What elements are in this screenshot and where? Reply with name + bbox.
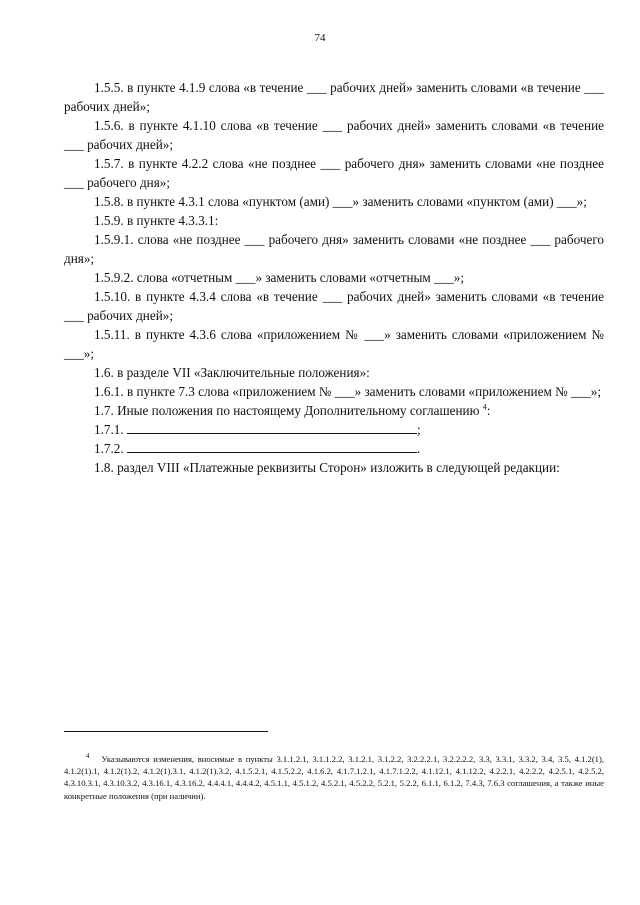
- amendment-paragraph: 1.5.9. в пункте 4.3.3.1:: [94, 213, 219, 228]
- item-1-7: [64, 401, 604, 420]
- footnote-4: [64, 753, 604, 803]
- fill-line-label: 1.7.1.: [94, 422, 124, 437]
- document-body: [64, 78, 604, 477]
- item-1-7-colon: :: [486, 403, 491, 418]
- footnote-reference: 4: [482, 402, 487, 412]
- footnote-text: Указываются изменения, вносимые в пункты 3.1.1.2.1, 3.1.1.2.2, 3.1.2.1, 3.1.2.2, 3.2.2.2.1, 3.2.2.2.2, 3.3, 3.3.1, 3.3.2, 3.4, 3.5, 4.1.2(1), 4.1.2(1).1, 4.1.2(1).2, 4.1.2(1).3.1, 4.1.2(1).3.2, 4.1.5.2.1, 4.1.5.2.2, 4.1.6.2, 4.1.7.1.2.1, 4.1.7.1.2.2, 4.1.12.1, 4.1.12.2, 4.2.2.1, 4.2.2.2, 4.2.5.1, 4.2.5.2, 4.3.10.3.1, 4.3.10.3.2, 4.3.16.1, 4.3.16.2, 4.4.4.1, 4.4.4.2, 4.5.1.1, 4.5.1.2, 4.5.2.1, 4.5.2.2, 5.2.1, 5.2.2, 6.1.1, 6.1.2, 7.4.3, 7.6.3 соглашения, а также иные конкретные положения (при наличии).: [64, 753, 604, 801]
- amendment-paragraph: 1.5.7. в пункте 4.2.2 слова «не позднее ___ рабочего дня» заменить словами «не позднее ___ рабочего дня»;: [64, 156, 604, 190]
- amendment-paragraph: 1.5.6. в пункте 4.1.10 слова «в течение ___ рабочих дней» заменить словами «в течение ___ рабочих дней»;: [64, 118, 604, 152]
- fill-line-end: ;: [416, 422, 421, 437]
- amendment-paragraph: 1.5.9.1. слова «не позднее ___ рабочего дня» заменить словами «не позднее ___ рабочего дня»;: [64, 232, 604, 266]
- amendment-paragraph: 1.6. в разделе VII «Заключительные положения»:: [94, 365, 370, 380]
- amendment-paragraph: 1.5.9.2. слова «отчетным ___» заменить словами «отчетным ___»;: [94, 270, 465, 285]
- amendment-paragraph: 1.5.11. в пункте 4.3.6 слова «приложением № ___» заменить словами «приложением № ___»;: [64, 327, 604, 361]
- amendment-paragraph: 1.6.1. в пункте 7.3 слова «приложением № ___» заменить словами «приложением № ___»;: [94, 384, 602, 399]
- fill-line-label: 1.7.2.: [94, 441, 124, 456]
- fill-line-1-7-1: [64, 420, 604, 439]
- page-number: 74: [314, 32, 326, 44]
- footnote-separator: [64, 731, 268, 732]
- amendment-paragraph: 1.5.5. в пункте 4.1.9 слова «в течение ___ рабочих дней» заменить словами «в течение ___ рабочих дней»;: [64, 80, 604, 114]
- fill-line-end: .: [416, 441, 421, 456]
- amendment-paragraph: 1.5.8. в пункте 4.3.1 слова «пунктом (ами) ___» заменить словами «пунктом (ами) ___»;: [94, 194, 587, 209]
- blank-fill-line: [127, 440, 417, 453]
- fill-line-1-7-2: [64, 439, 604, 458]
- amendment-paragraph: 1.5.10. в пункте 4.3.4 слова «в течение ___ рабочих дней» заменить словами «в течение ___ рабочих дней»;: [64, 289, 604, 323]
- footnote-mark: 4: [86, 751, 90, 760]
- item-1-8: 1.8. раздел VIII «Платежные реквизиты Сторон» изложить в следующей редакции:: [94, 460, 560, 475]
- item-1-7-text: 1.7. Иные положения по настоящему Дополнительному соглашению: [94, 403, 480, 418]
- amendment-list: [64, 78, 604, 401]
- blank-fill-line: [127, 421, 417, 434]
